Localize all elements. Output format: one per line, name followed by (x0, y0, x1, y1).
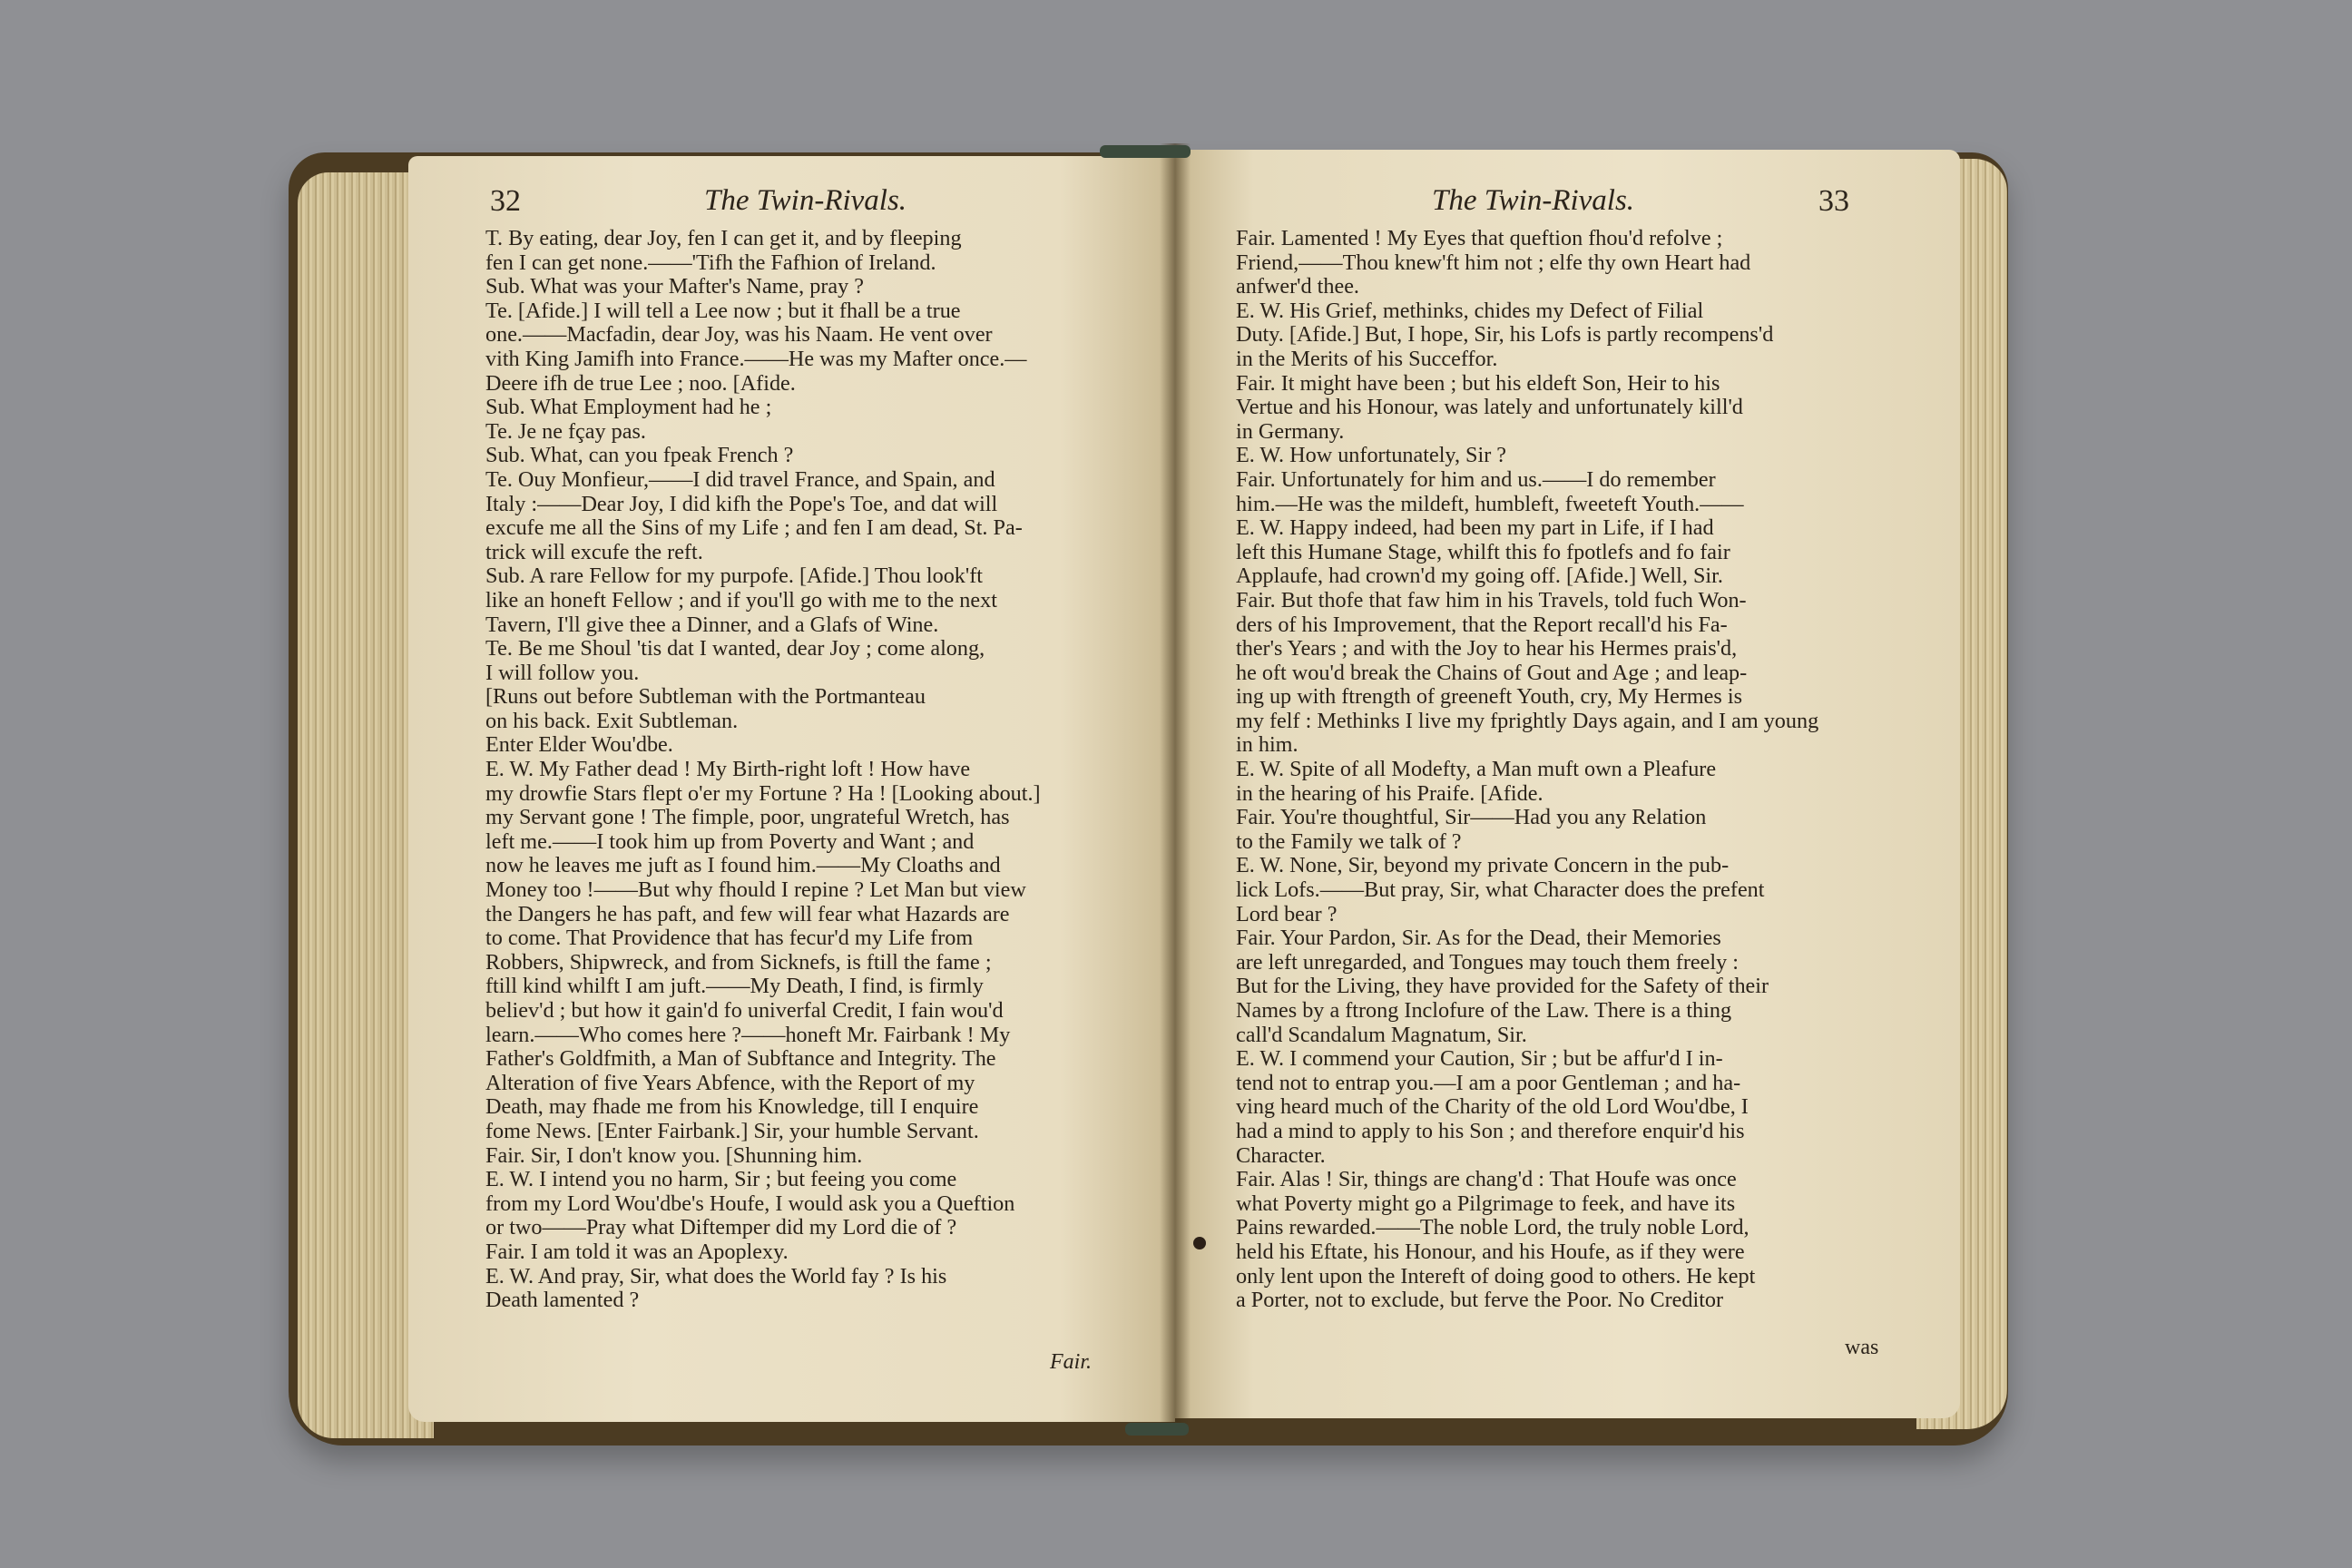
text-line: from my Lord Wou'dbe's Houfe, I would ask you a Queftion (485, 1191, 1015, 1216)
text-line: E. W. His Grief, methinks, chides my Defect of Filial (1236, 298, 1704, 323)
book-gutter (1160, 143, 1191, 1430)
text-line: trick will excufe the reft. (485, 539, 703, 564)
text-line: in the hearing of his Praife. [Afide. (1236, 780, 1544, 806)
text-line: my Servant gone ! The fimple, poor, ungrateful Wretch, has (485, 805, 1010, 830)
text-line: T. By eating, dear Joy, fen I can get it, and by fleeping (485, 226, 962, 250)
text-line: I will follow you. (485, 660, 640, 685)
text-line: Fair. Your Pardon, Sir. As for the Dead, their Memories (1236, 926, 1721, 951)
text-line: ving heard much of the Charity of the old Lord Wou'dbe, I (1236, 1094, 1749, 1120)
text-line: believ'd ; but how it gain'd fo univerfal Credit, I fain wou'd (485, 998, 1004, 1023)
text-line: tend not to entrap you.—I am a poor Gentleman ; and ha- (1236, 1070, 1741, 1095)
text-line: a Porter, not to exclude, but ferve the Poor. No Creditor (1236, 1288, 1724, 1313)
text-line: my drowfie Stars flept o'er my Fortune ? Ha ! [Looking about.] (485, 780, 1041, 806)
text-line: ing up with ftrength of greeneft Youth, cry, My Hermes is (1236, 684, 1743, 710)
text-line: my felf : Methinks I live my fprightly Days again, and I am young (1236, 708, 1819, 733)
text-line: E. W. None, Sir, beyond my private Concern in the pub- (1236, 853, 1730, 878)
text-line: he oft wou'd break the Chains of Gout and Age ; and leap- (1236, 660, 1748, 685)
text-line: Sub. What Employment had he ; (485, 395, 772, 420)
text-line: fome News. [Enter Fairbank.] Sir, your humble Servant. (485, 1118, 979, 1143)
text-line: held his Eftate, his Honour, and his Houfe, as if they were (1236, 1239, 1745, 1264)
text-line: Friend,——Thou knew'ft him not ; elfe thy own Heart had (1236, 250, 1751, 275)
text-line: Fair. It might have been ; but his eldeft Son, Heir to his (1236, 370, 1720, 396)
text-line: lick Lofs.——But pray, Sir, what Character does the prefent (1236, 877, 1765, 903)
text-line: excufe me all the Sins of my Life ; and fen I am dead, St. Pa- (485, 515, 1023, 541)
text-line: to come. That Providence that has fecur'd my Life from (485, 926, 974, 951)
text-line: Fair. I am told it was an Apoplexy. (485, 1239, 789, 1264)
text-line: Alteration of five Years Abfence, with the Report of my (485, 1070, 975, 1095)
page-hole (1193, 1237, 1206, 1250)
tailband (1125, 1423, 1189, 1436)
text-line: like an honeft Fellow ; and if you'll go with me to the next (485, 587, 997, 612)
text-line: Duty. [Afide.] But, I hope, Sir, his Lofs is partly recompens'd (1236, 322, 1774, 348)
right-page-number: 33 (1818, 184, 1849, 218)
text-line: what Poverty might go a Pilgrimage to feek, and have its (1236, 1191, 1736, 1216)
text-line: Fair. Alas ! Sir, things are chang'd : That Houfe was once (1236, 1167, 1737, 1192)
text-line: anfwer'd thee. (1236, 274, 1359, 299)
text-line: left this Humane Stage, whilft this fo fpotlefs and fo fair (1236, 539, 1730, 564)
text-line: ftill kind whilft I am juft.——My Death, I find, is firmly (485, 974, 984, 999)
text-line: are left unregarded, and Tongues may touch them freely : (1236, 949, 1739, 975)
text-line: Lord bear ? (1236, 901, 1338, 926)
left-catchword: Fair. (1050, 1350, 1093, 1374)
text-line: E. W. I commend your Caution, Sir ; but be affur'd I in- (1236, 1046, 1723, 1072)
text-line: E. W. My Father dead ! My Birth-right loft ! How have (485, 757, 971, 782)
text-line: Death lamented ? (485, 1288, 640, 1313)
text-line: Te. Ouy Monfieur,——I did travel France, and Spain, and (485, 466, 995, 492)
text-line: Death, may fhade me from his Knowledge, till I enquire (485, 1094, 979, 1120)
text-line: fen I can get none.——'Tifh the Fafhion of Ireland. (485, 250, 936, 275)
text-line: Te. [Afide.] I will tell a Lee now ; but it fhall be a true (485, 298, 961, 323)
text-line: Money too !——But why fhould I repine ? Let Man but view (485, 877, 1026, 903)
text-line: But for the Living, they have provided for the Safety of their (1236, 974, 1769, 999)
text-line: in him. (1236, 732, 1298, 758)
text-line: in the Merits of his Succeffor. (1236, 346, 1498, 371)
text-line: in Germany. (1236, 418, 1345, 444)
left-page-number: 32 (490, 184, 521, 218)
right-page-text (1236, 227, 1876, 1313)
text-line: the Dangers he has paft, and few will fear what Hazards are (485, 901, 1010, 926)
text-line: Sub. What was your Mafter's Name, pray ? (485, 274, 864, 299)
text-line: Enter Elder Wou'dbe. (485, 732, 673, 758)
text-line: only lent upon the Intereft of doing good to others. He kept (1236, 1263, 1756, 1289)
text-line: Sub. A rare Fellow for my purpofe. [Afide.] Thou look'ft (485, 564, 984, 589)
left-page-text (485, 227, 1112, 1313)
text-line: Te. Be me Shoul 'tis dat I wanted, dear Joy ; come along, (485, 636, 985, 662)
text-line: to the Family we talk of ? (1236, 828, 1462, 854)
text-line: Sub. What, can you fpeak French ? (485, 443, 794, 468)
text-line: on his back. Exit Subtleman. (485, 708, 739, 733)
text-line: vith King Jamifh into France.——He was my Mafter once.— (485, 346, 1027, 371)
headband (1100, 145, 1191, 158)
text-line: Character. (1236, 1142, 1326, 1168)
left-running-head: The Twin-Rivals. (704, 184, 907, 217)
text-line: Fair. Lamented ! My Eyes that queftion fhou'd refolve ; (1236, 226, 1723, 250)
text-line: learn.——Who comes here ?——honeft Mr. Fairbank ! My (485, 1022, 1011, 1047)
text-line: Robbers, Shipwreck, and from Sicknefs, is ftill the fame ; (485, 949, 992, 975)
text-line: left me.——I took him up from Poverty and Want ; and (485, 828, 975, 854)
text-line: Fair. Unfortunately for him and us.——I do remember (1236, 466, 1716, 492)
text-line: him.—He was the mildeft, humbleft, fweeteft Youth.—— (1236, 491, 1744, 516)
text-line: call'd Scandalum Magnatum, Sir. (1236, 1022, 1527, 1047)
text-line: Fair. Sir, I don't know you. [Shunning him. (485, 1142, 863, 1168)
text-line: Fair. But thofe that faw him in his Travels, told fuch Won- (1236, 587, 1747, 612)
text-line: Vertue and his Honour, was lately and unfortunately kill'd (1236, 395, 1743, 420)
text-line: Te. Je ne fçay pas. (485, 418, 646, 444)
text-line: Names by a ftrong Inclofure of the Law. There is a thing (1236, 998, 1732, 1023)
text-line: E. W. Spite of all Modefty, a Man muft own a Pleafure (1236, 757, 1717, 782)
right-running-head: The Twin-Rivals. (1432, 184, 1635, 217)
text-line: ther's Years ; and with the Joy to hear his Hermes prais'd, (1236, 636, 1738, 662)
text-line: Italy :——Dear Joy, I did kifh the Pope's Toe, and dat will (485, 491, 998, 516)
text-line: or two——Pray what Diftemper did my Lord die of ? (485, 1215, 957, 1240)
text-line: E. W. Happy indeed, had been my part in Life, if I had (1236, 515, 1714, 541)
text-line: ders of his Improvement, that the Report recall'd his Fa- (1236, 612, 1728, 637)
text-line: Deere ifh de true Lee ; noo. [Afide. (485, 370, 796, 396)
text-line: Pains rewarded.——The noble Lord, the truly noble Lord, (1236, 1215, 1749, 1240)
text-line: E. W. How unfortunately, Sir ? (1236, 443, 1507, 468)
text-line: [Runs out before Subtleman with the Portmanteau (485, 684, 926, 710)
text-line: Applaufe, had crown'd my going off. [Afide.] Well, Sir. (1236, 564, 1723, 589)
text-line: E. W. I intend you no harm, Sir ; but feeing you come (485, 1167, 957, 1192)
text-line: now he leaves me juft as I found him.——My Cloaths and (485, 853, 1001, 878)
text-line: Father's Goldfmith, a Man of Subftance and Integrity. The (485, 1046, 996, 1072)
text-line: E. W. And pray, Sir, what does the World fay ? Is his (485, 1263, 947, 1289)
right-catchword: was (1845, 1336, 1879, 1359)
text-line: one.——Macfadin, dear Joy, was his Naam. He vent over (485, 322, 993, 348)
text-line: had a mind to apply to his Son ; and therefore enquir'd his (1236, 1118, 1745, 1143)
text-line: Fair. You're thoughtful, Sir——Had you any Relation (1236, 805, 1707, 830)
text-line: Tavern, I'll give thee a Dinner, and a Glafs of Wine. (485, 612, 939, 637)
